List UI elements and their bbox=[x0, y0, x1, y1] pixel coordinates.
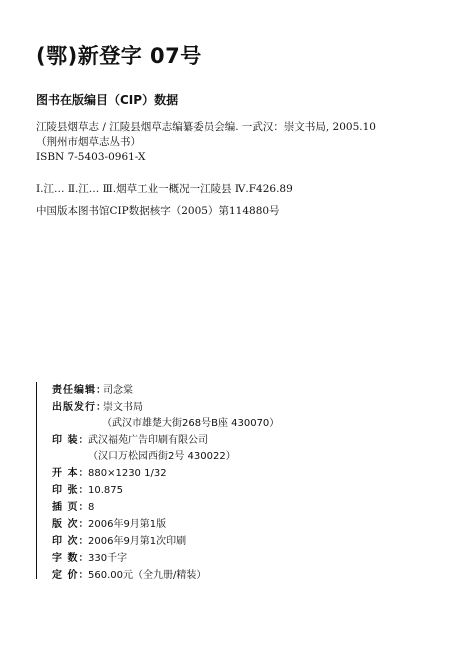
publisher-label: 出版发行： bbox=[52, 402, 107, 413]
colophon-rule bbox=[36, 382, 37, 579]
plates-value: 8 bbox=[88, 502, 95, 513]
cip-line-1: 江陵县烟草志 / 江陵县烟草志编纂委员会编. 一武汉：崇文书局, 2005.10 bbox=[36, 121, 376, 133]
words-value: 330千字 bbox=[88, 553, 128, 564]
cip-check-number: 中国版本图书馆CIP数据核字（2005）第114880号 bbox=[36, 205, 280, 217]
edition-label: 版 次： bbox=[52, 519, 90, 530]
words-label: 字 数： bbox=[52, 553, 90, 564]
printing-label: 印 次： bbox=[52, 536, 90, 547]
edition-value: 2006年9月第1版 bbox=[88, 519, 167, 530]
publisher-value: 崇文书局 bbox=[103, 402, 143, 413]
registration-title: (鄂)新登字 07号 bbox=[36, 44, 202, 68]
isbn: ISBN 7-5403-0961-X bbox=[36, 151, 146, 163]
editor-label: 责任编辑： bbox=[52, 385, 107, 396]
printer-address: （汉口万松园西街2号 430022） bbox=[88, 451, 236, 462]
publisher-address: （武汉市雄楚大街268号B座 430070） bbox=[102, 418, 280, 429]
sheets-value: 10.875 bbox=[88, 485, 123, 496]
printer-label: 印 装： bbox=[52, 435, 90, 446]
printer-value: 武汉福苑广告印刷有限公司 bbox=[88, 435, 208, 446]
plates-label: 插 页： bbox=[52, 502, 90, 513]
printing-value: 2006年9月第1次印刷 bbox=[88, 536, 187, 547]
price-value: 560.00元（全九册/精装） bbox=[88, 570, 207, 581]
sheets-label: 印 张： bbox=[52, 485, 90, 496]
price-label: 定 价： bbox=[52, 570, 90, 581]
editor-value: 司念棠 bbox=[103, 385, 133, 396]
format-label: 开 本： bbox=[52, 468, 90, 479]
cip-line-2: （荆州市烟草志丛书） bbox=[36, 136, 141, 148]
cip-heading: 图书在版编目（CIP）数据 bbox=[36, 93, 179, 107]
format-value: 880×1230 1/32 bbox=[88, 468, 167, 479]
classification: Ⅰ.江… Ⅱ.江… Ⅲ.烟草工业一概况一江陵县 Ⅳ.F426.89 bbox=[36, 183, 293, 195]
